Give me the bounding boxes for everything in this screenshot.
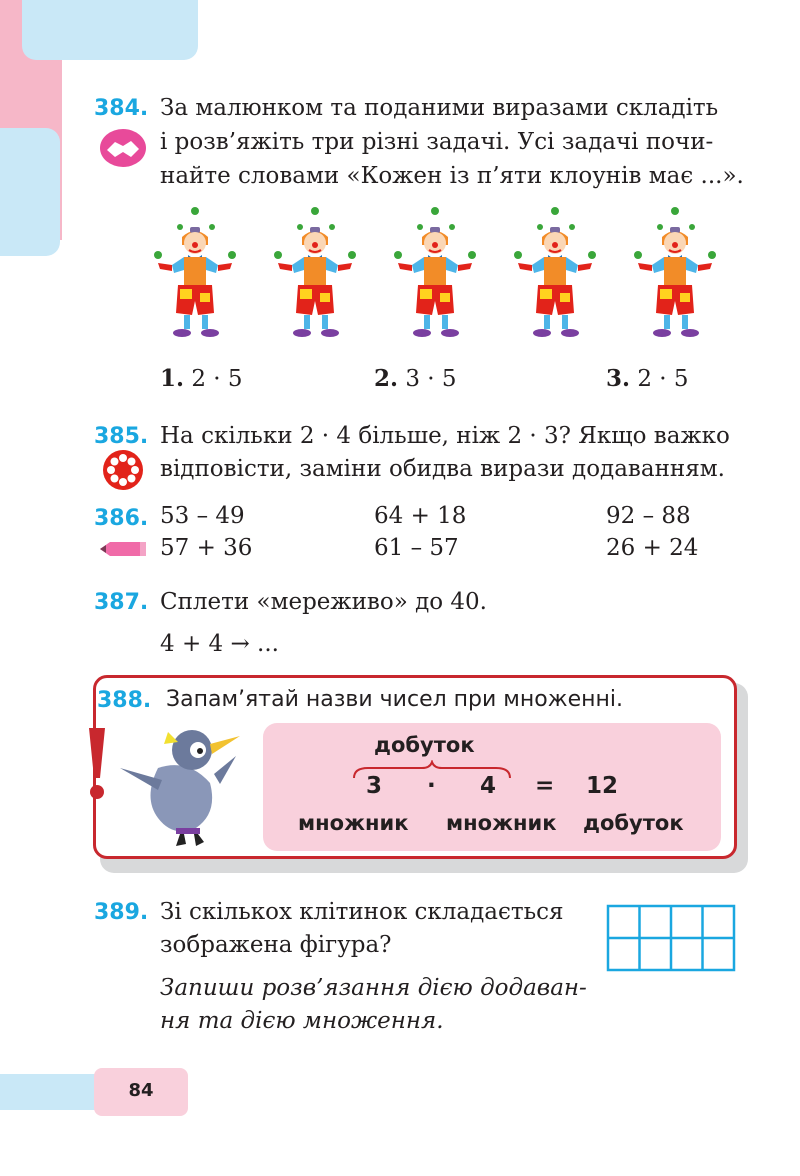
task-385-line1: На скільки 2 · 4 більше, ніж 2 · 3? Якщо важко [160, 423, 730, 449]
bird-illustration [118, 728, 246, 854]
expr-3-label: 3. [606, 365, 631, 392]
task-384-number: 384. [94, 96, 149, 121]
task-389-line2: зображена фігура? [160, 932, 392, 958]
top-tab-blue [22, 0, 198, 60]
label-factor-2: множник [446, 811, 557, 835]
task-389-line3: Запиши розв’язання дією додаван- [160, 975, 587, 1001]
task-386-r1c3: 92 – 88 [606, 503, 691, 529]
task-386-r2c2: 61 – 57 [374, 535, 459, 561]
task-389-line4: ня та дією множення. [160, 1008, 444, 1034]
task-384-line1: За малюнком та поданими виразами складіть [160, 95, 719, 121]
side-tab-blue [0, 128, 60, 256]
product-top-label: добуток [374, 733, 475, 757]
task-385-number: 385. [94, 424, 149, 449]
grid-figure [606, 904, 736, 978]
exclamation-icon [86, 726, 108, 806]
task-384-expr-3 [606, 365, 689, 392]
page-tab-blue [0, 1074, 100, 1110]
task-384-line2: і розв’яжіть три різні задачі. Усі задачі почи- [160, 129, 714, 155]
task-388-text: Запам’ятай назви чисел при множенні. [166, 687, 623, 712]
factor-2: 4 [480, 773, 497, 799]
task-386-r1c1: 53 – 49 [160, 503, 245, 529]
equals-sign: = [535, 773, 555, 799]
gear-flower-icon [102, 449, 144, 495]
expr-1-value: 2 · 5 [191, 366, 243, 392]
task-387-number: 387. [94, 590, 149, 615]
label-product: добуток [583, 811, 684, 835]
task-388-number: 388. [97, 688, 152, 713]
multiply-dot: · [427, 773, 436, 799]
label-factor-1: множник [298, 811, 409, 835]
expr-2-label: 2. [374, 365, 399, 392]
task-384-expr-2 [374, 365, 457, 392]
expr-3-value: 2 · 5 [637, 366, 689, 392]
task-389-line1: Зі скількох клітинок складається [160, 899, 564, 925]
task-387-line1: Сплети «мереживо» до 40. [160, 589, 487, 615]
task-387-line2: 4 + 4 → ... [160, 631, 279, 657]
task-385-line2: відповісти, заміни обидва вирази додаванням. [160, 456, 725, 482]
task-386-r2c3: 26 + 24 [606, 535, 699, 561]
task-386-r2c1: 57 + 36 [160, 535, 253, 561]
task-384-expr-1 [160, 365, 243, 392]
clowns-illustration [150, 205, 730, 354]
handshake-icon [98, 128, 148, 172]
pencil-icon [98, 540, 148, 562]
expr-1-label: 1. [160, 365, 185, 392]
task-384-line3: найте словами «Кожен із п’яти клоунів має ...». [160, 163, 744, 189]
task-389-number: 389. [94, 900, 149, 925]
page-number: 84 [128, 1080, 154, 1101]
task-386-r1c2: 64 + 18 [374, 503, 467, 529]
task-386-number: 386. [94, 506, 149, 531]
result: 12 [586, 773, 619, 799]
factor-1: 3 [366, 773, 383, 799]
expr-2-value: 3 · 5 [405, 366, 457, 392]
